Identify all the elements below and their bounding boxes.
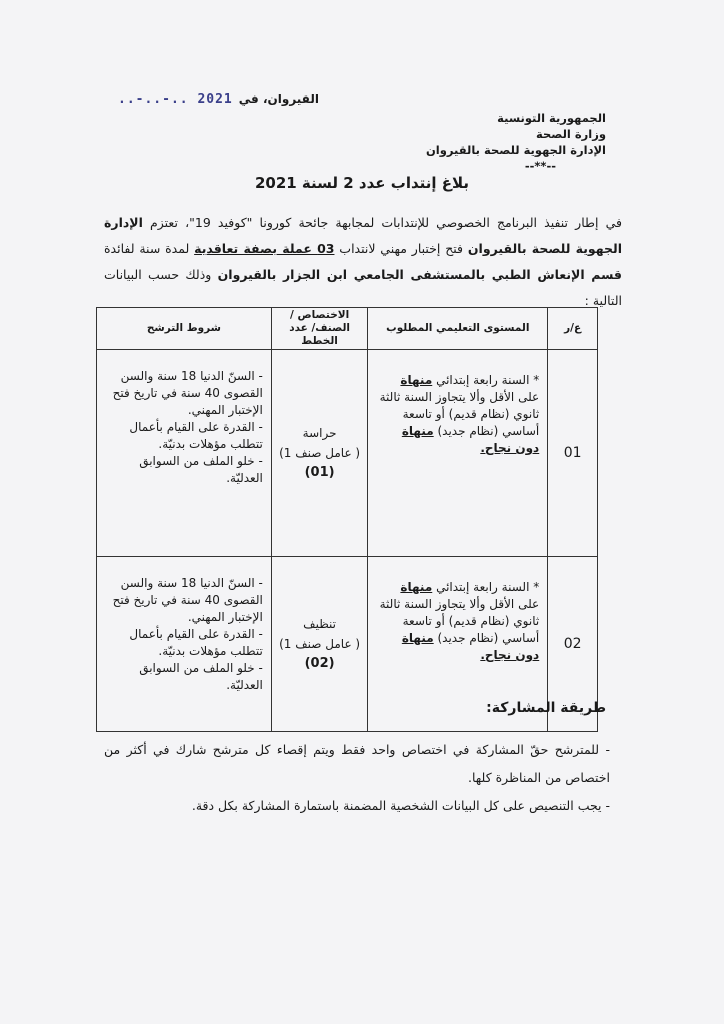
row-number: 01 — [548, 350, 598, 557]
participation-body — [104, 736, 610, 820]
education-cell — [368, 350, 548, 557]
republic-name: الجمهورية التونسية — [497, 111, 606, 125]
edu-text-b: منهاة — [400, 373, 433, 387]
participation-rule-2: - يجب التنصيص على كل البيانات الشخصية المضمنة باستمارة المشاركة بكل دقة. — [191, 798, 610, 813]
conditions-cell — [97, 350, 272, 557]
letterhead-ornament: --**-- — [524, 159, 556, 173]
specialty-name: تنظيف — [303, 617, 337, 631]
specialty-category: ( عامل صنف 1) — [279, 446, 361, 460]
specialty-category: ( عامل صنف 1) — [279, 637, 361, 651]
intro-positions: 03 عملة بصفة تعاقدية — [194, 241, 335, 256]
header-education: المستوى التعليمي المطلوب — [368, 308, 548, 350]
edu-text-a: * السنة رابعة إبتدائي — [432, 373, 540, 387]
ministry-name: وزارة الصحة — [536, 127, 606, 141]
edu-text-c: على الأقل وألا يتجاوز السنة ثالثة ثانوي (نظام قديم) أو تاسعة أساسي (نظام جديد) — [379, 597, 540, 645]
condition-record: - خلو الملف من السوابق العدليّة. — [139, 454, 263, 485]
edu-text-a: * السنة رابعة إبتدائي — [432, 580, 540, 594]
intro-text-1: في إطار تنفيذ البرنامج الخصوصي للإنتدابات لمجابهة جائحة كورونا "كوفيد 19"، تعتزم — [142, 215, 622, 230]
header-num: ع/ر — [548, 308, 598, 350]
specialty-cell — [271, 557, 368, 732]
condition-physical: - القدرة على القيام بأعمال تتطلب مؤهلات بدنيّة. — [129, 420, 263, 451]
regional-admin-name: الإدارة الجهوية للصحة بالقيروان — [425, 143, 606, 157]
row-number: 02 — [548, 557, 598, 732]
intro-text-3: لمدة سنة لفائدة — [104, 241, 195, 256]
table-header-row — [97, 308, 598, 350]
intro-admin: الإدارة الجهوية للصحة بالقيروان — [104, 215, 623, 256]
document-title: بلاغ إنتداب عدد 2 لسنة 2021 — [254, 174, 470, 192]
condition-age: - السنّ الدنيا 18 سنة والسن القصوى 40 سنة في تاريخ فتح الإختبار المهني. — [112, 369, 263, 417]
edu-text-c: على الأقل وألا يتجاوز السنة ثالثة ثانوي (نظام قديم) أو تاسعة أساسي (نظام جديد) — [379, 390, 540, 438]
table-row — [97, 350, 598, 557]
intro-text-4: وذلك حسب البيانات التالية : — [104, 267, 622, 308]
specialty-count: (02) — [304, 656, 335, 671]
specialty-count: (01) — [304, 465, 335, 480]
condition-age: - السنّ الدنيا 18 سنة والسن القصوى 40 سنة في تاريخ فتح الإختبار المهني. — [112, 576, 263, 624]
participation-rule-1: - للمترشح حقّ المشاركة في اختصاص واحد فقط ويتم إقصاء كل مترشح شارك في أكثر من اختصاص من المناظرة كلها. — [104, 742, 610, 785]
intro-text-2: فتح إختبار مهني لانتداب — [334, 241, 468, 256]
participation-title: طريقة المشاركة: — [486, 700, 606, 716]
header-specialty: الاختصاص /الصنف/ عدد الخطط — [271, 308, 368, 350]
recruitment-table — [96, 307, 598, 732]
letterhead — [386, 110, 606, 174]
place-date-label: القيروان، في — [238, 92, 319, 106]
intro-paragraph — [104, 210, 622, 314]
edu-text-b: منهاة — [400, 580, 433, 594]
specialty-name: حراسة — [302, 426, 337, 440]
edu-text-d: منهاة دون نجاح. — [401, 631, 540, 662]
edu-text-d: منهاة دون نجاح. — [401, 424, 540, 455]
header-conditions: شروط الترشح — [97, 308, 272, 350]
place-date — [118, 92, 319, 107]
specialty-cell — [271, 350, 368, 557]
condition-physical: - القدرة على القيام بأعمال تتطلب مؤهلات بدنيّة. — [129, 627, 263, 658]
intro-department: قسم الإنعاش الطبي بالمستشفى الجامعي ابن الجزار بالقيروان — [217, 267, 622, 282]
handwritten-date: 2021 ..-..-.. — [118, 92, 233, 107]
conditions-cell — [97, 557, 272, 732]
condition-record: - خلو الملف من السوابق العدليّة. — [139, 661, 263, 692]
